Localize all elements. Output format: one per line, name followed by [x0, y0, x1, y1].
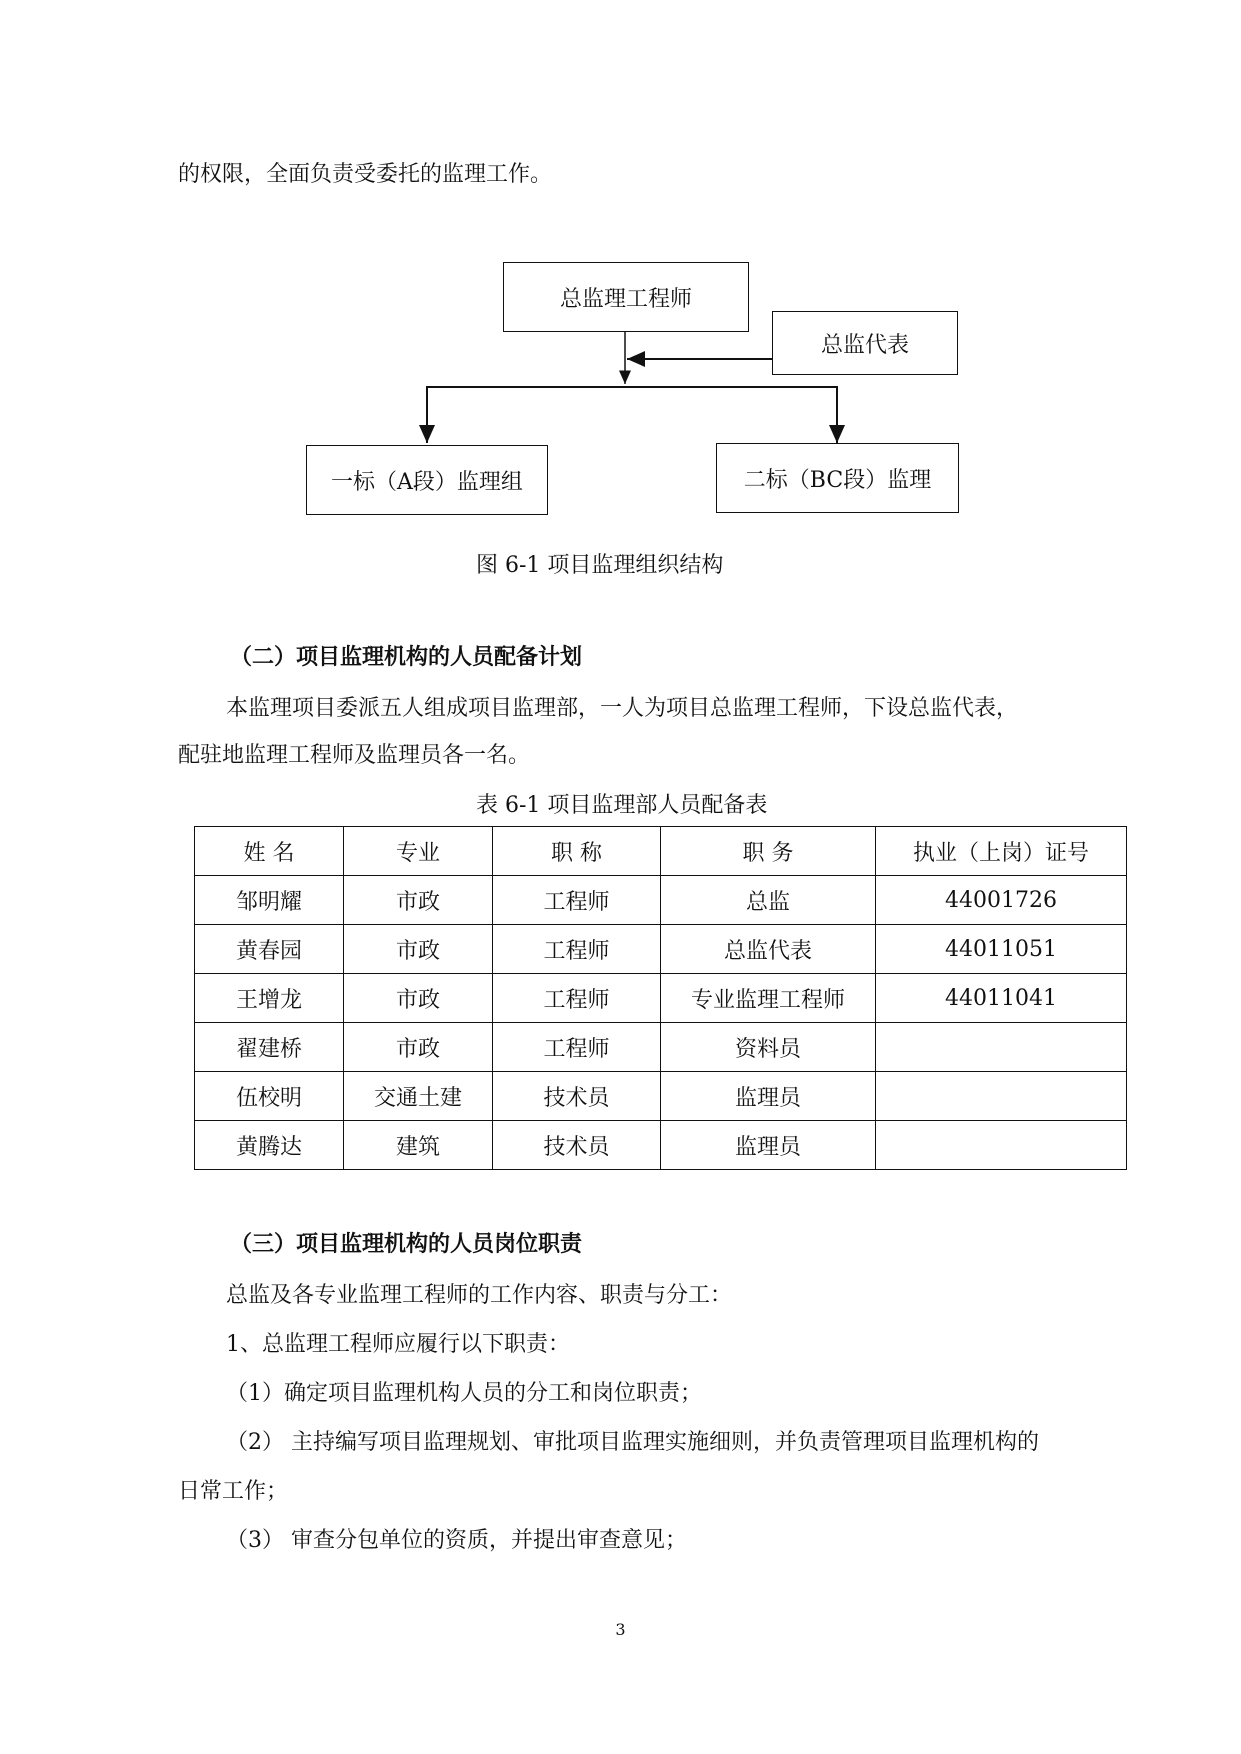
intro-line: 的权限，全面负责受委托的监理工作。 — [178, 162, 553, 187]
chief-engineer-label: 总监理工程师 — [559, 286, 692, 312]
table-row — [195, 974, 1127, 1023]
cell-position: 监理员 — [661, 1072, 876, 1121]
section3-line4b: 日常工作； — [178, 1479, 289, 1504]
deputy-label: 总监代表 — [820, 332, 909, 358]
cell-name: 王增龙 — [195, 974, 344, 1023]
header-position: 职 务 — [661, 827, 876, 876]
cell-major: 市政 — [344, 1023, 493, 1072]
deputy-box — [772, 311, 958, 375]
staff-table — [194, 826, 1127, 1170]
section3-line2: 1、总监理工程师应履行以下职责： — [226, 1332, 570, 1357]
header-license: 执业（上岗）证号 — [876, 827, 1127, 876]
section3-line1: 总监及各专业监理工程师的工作内容、职责与分工： — [226, 1283, 733, 1308]
cell-major: 市政 — [344, 974, 493, 1023]
table-row — [195, 1121, 1127, 1170]
table-row — [195, 1023, 1127, 1072]
table-row — [195, 876, 1127, 925]
cell-major: 建筑 — [344, 1121, 493, 1170]
cell-title: 工程师 — [493, 925, 661, 974]
cell-major: 交通土建 — [344, 1072, 493, 1121]
table-row — [195, 925, 1127, 974]
cell-title: 工程师 — [493, 876, 661, 925]
cell-name: 翟建桥 — [195, 1023, 344, 1072]
section3-line5: （3） 审查分包单位的资质，并提出审查意见； — [226, 1528, 687, 1553]
cell-title: 技术员 — [493, 1072, 661, 1121]
cell-major: 市政 — [344, 876, 493, 925]
cell-license: 44011041 — [876, 974, 1127, 1023]
cell-position: 资料员 — [661, 1023, 876, 1072]
section3-line3: （1）确定项目监理机构人员的分工和岗位职责； — [226, 1381, 702, 1406]
cell-title: 工程师 — [493, 1023, 661, 1072]
cell-license: 44011051 — [876, 925, 1127, 974]
section2-heading: （二）项目监理机构的人员配备计划 — [230, 645, 583, 670]
chief-engineer-box — [503, 262, 749, 332]
group-bc-box — [716, 443, 959, 513]
group-bc-label: 二标（BC段）监理 — [743, 467, 932, 493]
cell-position: 总监 — [661, 876, 876, 925]
cell-name: 黄腾达 — [195, 1121, 344, 1170]
cell-major: 市政 — [344, 925, 493, 974]
page-number: 3 — [615, 1620, 626, 1639]
org-chart-caption: 图 6-1 项目监理组织结构 — [476, 553, 724, 578]
header-title: 职 称 — [493, 827, 661, 876]
cell-title: 工程师 — [493, 974, 661, 1023]
cell-name: 伍校明 — [195, 1072, 344, 1121]
section2-para-line2: 配驻地监理工程师及监理员各一名。 — [178, 743, 531, 768]
section2-para-line1: 本监理项目委派五人组成项目监理部，一人为项目总监理工程师，下设总监代表， — [226, 696, 1019, 721]
group-a-box — [306, 445, 548, 515]
staff-table-caption: 表 6-1 项目监理部人员配备表 — [476, 793, 768, 818]
cell-license — [876, 1023, 1127, 1072]
cell-title: 技术员 — [493, 1121, 661, 1170]
section3-heading: （三）项目监理机构的人员岗位职责 — [230, 1232, 583, 1257]
table-row — [195, 1072, 1127, 1121]
cell-license: 44001726 — [876, 876, 1127, 925]
cell-name: 邹明耀 — [195, 876, 344, 925]
cell-position: 监理员 — [661, 1121, 876, 1170]
cell-position: 总监代表 — [661, 925, 876, 974]
cell-license — [876, 1121, 1127, 1170]
group-a-label: 一标（A段）监理组 — [331, 469, 523, 495]
cell-position: 专业监理工程师 — [661, 974, 876, 1023]
table-header-row — [195, 827, 1127, 876]
cell-license — [876, 1072, 1127, 1121]
section3-line4a: （2） 主持编写项目监理规划、审批项目监理实施细则，并负责管理项目监理机构的 — [226, 1430, 1039, 1455]
header-major: 专业 — [344, 827, 493, 876]
header-name: 姓 名 — [195, 827, 344, 876]
cell-name: 黄春园 — [195, 925, 344, 974]
